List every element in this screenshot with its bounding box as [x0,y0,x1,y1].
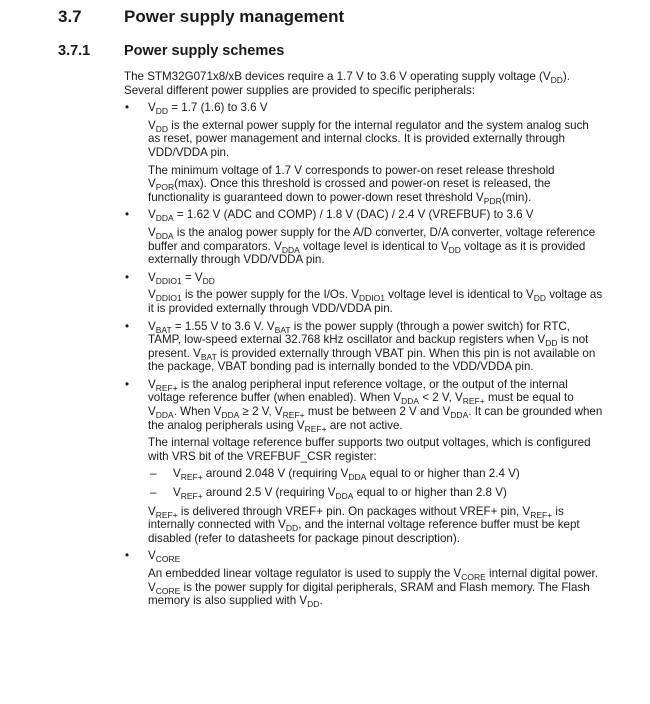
bullet-icon: • [125,208,130,222]
bullet-icon: • [125,101,130,115]
list-item-heading: $V_{DD} = 1.7$ (1.6) to 3.6 V [148,101,268,117]
list-item-heading: $V_{CORE}$ [148,549,181,565]
section-body [124,70,604,612]
list-item [124,208,604,222]
list-item-heading: $V_{DDIO1} = V_{DD}$ [148,270,215,286]
list-item [124,549,604,563]
bullet-icon: • [125,377,130,391]
subsection-heading [58,43,285,59]
list-item-paragraph: $V_{REF+}$ is delivered through VREF+ pin. On packages without VREF+ pin, $V_{REF+}$ is internally connected with $V_{DD}$, and the internal voltage reference buffer must be kept disabled (refer to datasheets for package pinout description). [148,504,580,545]
list-item-paragraph: The minimum voltage of 1.7 V corresponds to power-on reset release threshold $V_{POR}(\max)$. Once this threshold is crossed and power-on reset is released, the functionality is guaranteed down to power-down reset threshold $V_{PDR}(\min)$. [148,163,555,206]
sub-list-item-text: $V_{REF+}$ around 2.048 V (requiring $V_{DDA}$ equal to or higher than 2.4 V) [173,467,520,483]
section-heading [58,7,345,27]
list-item-paragraph: $V_{DD}$ is the external power supply for the internal regulator and the system analog such as reset, power management and internal clocks. It is provided externally through VDD/VDDA pin. [148,118,589,159]
bullet-icon: • [125,270,130,284]
subsection-number: 3.7.1 [58,43,91,59]
list-item [124,101,604,115]
section-number: 3.7 [58,7,82,26]
bullet-icon: • [125,319,130,333]
supply-list [124,101,604,608]
list-item [124,271,604,285]
intro-paragraph: The STM32G071x8/xB devices require a 1.7 V to 3.6 V operating supply voltage $(V_{DD})$. Several different power supplies are provided to specific peripherals: [124,70,571,97]
section-title: Power supply management [124,7,345,26]
list-item [124,378,604,432]
list-item-paragraph: An embedded linear voltage regulator is used to supply the $V_{CORE}$ internal digital power. $V_{CORE}$ is the power supply for digital peripherals, SRAM and Flash memory. The Flash memory is also supplied with $V_{DD}$. [148,567,598,610]
bullet-icon: • [125,549,130,563]
subsection-title: Power supply schemes [124,43,285,59]
sub-list-item [124,486,604,500]
dash-icon: – [150,486,157,500]
list-item-paragraph: The internal voltage reference buffer supports two output voltages, which is configured with VRS bit of the VREFBUF_CSR register: [148,436,591,463]
list-item-heading: $V_{BAT} = 1.55$ V to 3.6 V. $V_{BAT}$ is the power supply (through a power switch) for RTC, TAMP, low-speed external 32.768 kHz oscillator and backup registers when $V_{DD}$ is not present. $V_{BAT}$ is provided externally through VBAT pin. When this pin is not available on the package, VBAT bonding pad is internally bonded to the VDD/VDDA pin. [148,319,596,374]
list-item-heading: $V_{DDA} = 1.62$ V (ADC and COMP) / 1.8 V (DAC) / 2.4 V (VREFBUF) to 3.6 V [148,208,534,224]
list-item-paragraph: $V_{DDIO1}$ is the power supply for the I/Os. $V_{DDIO1}$ voltage level is identical to $V_{DD}$ voltage as it is provided externally through VDD/VDDA pin. [148,288,603,315]
sub-list-item-text: $V_{REF+}$ around 2.5 V (requiring $V_{DDA}$ equal to or higher than 2.8 V) [173,486,507,502]
list-item-heading: $V_{REF+}$ is the analog peripheral input reference voltage, or the output of the internal voltage reference buffer (when enabled). When $V_{DDA} < 2$ V, $V_{REF+}$ must be equal to $V_{DDA}$. When $V_{DDA} \ge 2$ V, $V_{REF+}$ must be between 2 V and $V_{DDA}$. It can be grounded when the analog peripherals using $V_{REF+}$ are not active. [148,377,603,434]
list-item-paragraph: $V_{DDA}$ is the analog power supply for the A/D converter, D/A converter, voltage reference buffer and comparators. $V_{DDA}$ voltage level is identical to $V_{DD}$ voltage as it is provided externally through VDD/VDDA pin. [148,225,596,267]
list-item [124,320,604,374]
sub-list-item [124,467,604,481]
dash-icon: – [150,467,157,481]
